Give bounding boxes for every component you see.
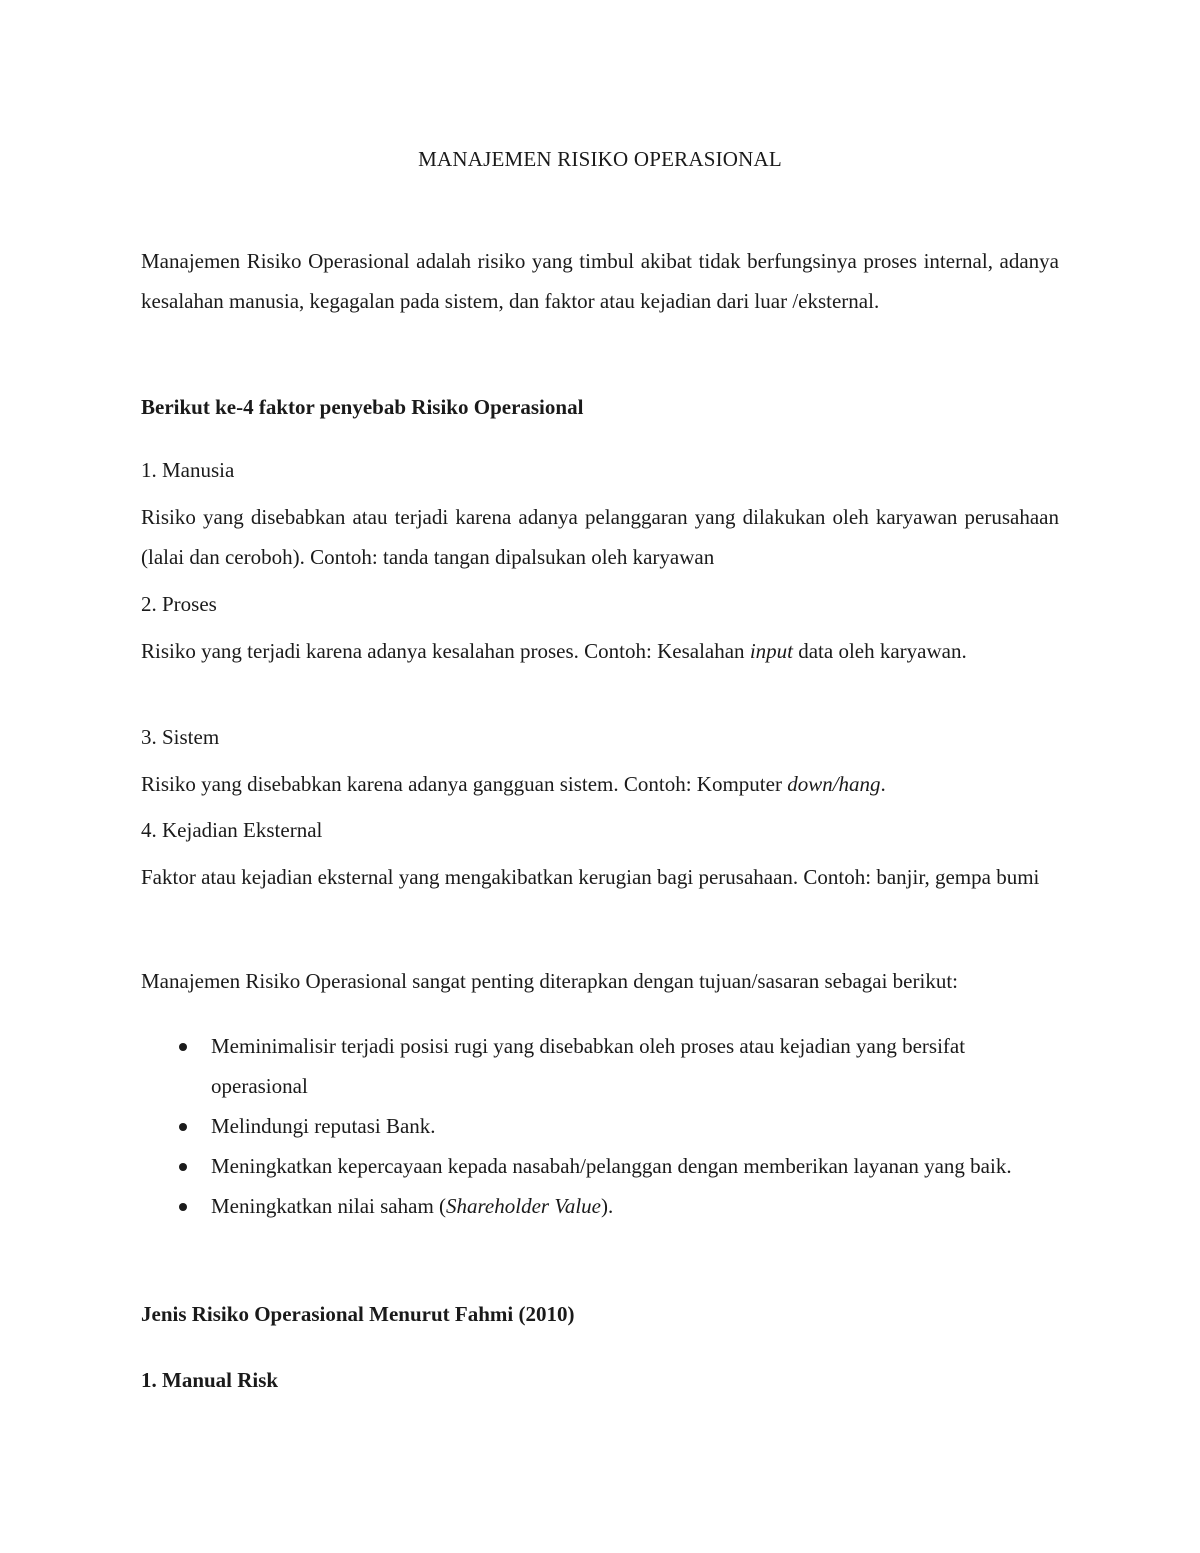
factor-label-sistem: 3. Sistem <box>141 725 220 749</box>
section-heading-factors: Berikut ke-4 faktor penyebab Risiko Operasional <box>141 395 584 419</box>
bullet-icon <box>179 1163 187 1171</box>
goal-item <box>141 1146 1059 1186</box>
factor-description-sistem-text-end: . <box>880 772 886 796</box>
factor-description-sistem <box>141 764 1059 804</box>
factor-description-kejadian-eksternal: Faktor atau kejadian eksternal yang mengakibatkan kerugian bagi perusahaan. Contoh: banjir, gempa bumi <box>141 865 1040 889</box>
goal-text-italic: Shareholder Value <box>446 1194 601 1218</box>
factor-label-manusia: 1. Manusia <box>141 458 235 482</box>
goal-text: Meningkatkan kepercayaan kepada nasabah/pelanggan dengan memberikan layanan yang baik. <box>211 1154 1012 1178</box>
section-heading-jenis-risiko: Jenis Risiko Operasional Menurut Fahmi (2010) <box>141 1302 575 1326</box>
bullet-icon <box>179 1123 187 1131</box>
factor-description-sistem-italic: down/hang <box>787 772 881 796</box>
goal-text-end: ). <box>600 1194 614 1218</box>
factor-label-kejadian-eksternal: 4. Kejadian Eksternal <box>141 818 323 842</box>
goals-intro: Manajemen Risiko Operasional sangat penting diterapkan dengan tujuan/sasaran sebagai berikut: <box>141 969 959 993</box>
goal-item <box>141 1186 1059 1226</box>
factor-description-proses <box>141 631 1059 671</box>
subheading-manual-risk: 1. Manual Risk <box>141 1368 279 1392</box>
goal-item <box>141 1026 1059 1106</box>
factor-description-manusia: Risiko yang disebabkan atau terjadi karena adanya pelanggaran yang dilakukan oleh karyawan perusahaan (lalai dan ceroboh). Contoh: tanda tangan dipalsukan oleh karyawan <box>141 505 1059 569</box>
factor-label-proses: 2. Proses <box>141 592 217 616</box>
bullet-icon <box>179 1043 187 1051</box>
goal-item <box>141 1106 1059 1146</box>
goals-list <box>141 1026 1059 1226</box>
goal-text: Melindungi reputasi Bank. <box>211 1114 436 1138</box>
goal-text: Meminimalisir terjadi posisi rugi yang disebabkan oleh proses atau kejadian yang bersifat operasional <box>211 1034 966 1098</box>
factor-description-sistem-text: Risiko yang disebabkan karena adanya gangguan sistem. Contoh: Komputer <box>141 772 788 796</box>
document-title: MANAJEMEN RISIKO OPERASIONAL <box>418 147 782 171</box>
factor-description-proses-italic: input <box>749 639 793 663</box>
goal-text: Meningkatkan nilai saham ( <box>211 1194 447 1218</box>
intro-paragraph: Manajemen Risiko Operasional adalah risiko yang timbul akibat tidak berfungsinya proses internal, adanya kesalahan manusia, kegagalan pada sistem, dan faktor atau kejadian dari luar /eksternal. <box>141 249 1059 313</box>
factor-description-proses-text: Risiko yang terjadi karena adanya kesalahan proses. Contoh: Kesalahan <box>141 639 750 663</box>
factor-description-proses-text-end: data oleh karyawan. <box>792 639 967 663</box>
bullet-icon <box>179 1203 187 1211</box>
